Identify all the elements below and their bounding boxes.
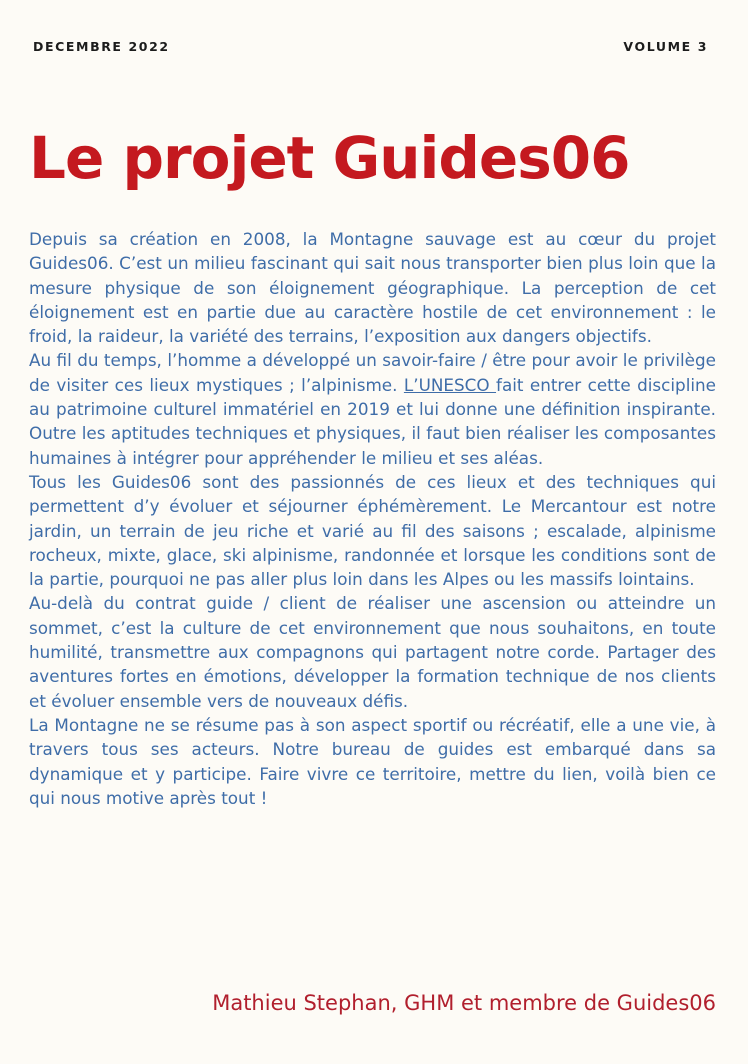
article-body — [29, 227, 716, 810]
paragraph-5: La Montagne ne se résume pas à son aspect sportif ou récréatif, elle a une vie, à travers tous ses acteurs. Notre bureau de guides est embarqué dans sa dynamique et y participe. Faire vivre ce territoire, mettre du lien, voilà bien ce qui nous motive après tout ! — [29, 714, 716, 808]
page-header — [33, 37, 708, 55]
paragraph-2 — [29, 348, 716, 469]
paragraph-1: Depuis sa création en 2008, la Montagne sauvage est au cœur du projet Guides06. C’est un milieu fascinant qui sait nous transporter bien plus loin que la mesure physique de son éloignement géographique. La perception de cet éloignement est en partie due au caractère hostile de cet environnement : le froid, la raideur, la variété des terrains, l’exposition aux dangers objectifs. — [29, 229, 716, 347]
paragraph-4: Au-delà du contrat guide / client de réaliser une ascension ou atteindre un sommet, c’est la culture de cet environnement que nous souhaitons, en toute humilité, transmettre aux compagnons qui partagent notre corde. Partager des aventures fortes en émotions, développer la formation technique de nos clients et évoluer ensemble vers de nouveaux défis. — [29, 593, 716, 711]
paragraph-2-start: Au fil du temps, l’homme a développé un savoir-faire / être pour avoir le privilège de visiter ces lieux mystiques ; l’alpinisme. — [29, 350, 716, 395]
issue-date: DECEMBRE 2022 — [33, 38, 170, 54]
article-title: Le projet Guides06 — [29, 124, 630, 192]
paragraph-2-end: fait entrer cette discipline au patrimoine culturel immatériel en 2019 et lui donne une définition inspirante. Outre les aptitudes techniques et physiques, il faut bien réaliser les composantes humaines à intégrer pour appréhender le milieu et ses aléas. — [29, 374, 716, 468]
unesco-link[interactable]: L’UNESCO — [403, 374, 497, 395]
issue-volume: VOLUME 3 — [623, 38, 708, 54]
paragraph-3: Tous les Guides06 sont des passionnés de ces lieux et des techniques qui permettent d’y évoluer et séjourner éphémèrement. Le Mercantour est notre jardin, un terrain de jeu riche et varié au fil des saisons ; escalade, alpinisme rocheux, mixte, glace, ski alpinisme, randonnée et lorsque les conditions sont de la partie, pourquoi ne pas aller plus loin dans les Alpes ou les massifs lointains. — [29, 471, 716, 590]
author-signature: Mathieu Stephan, GHM et membre de Guides06 — [212, 991, 716, 1015]
